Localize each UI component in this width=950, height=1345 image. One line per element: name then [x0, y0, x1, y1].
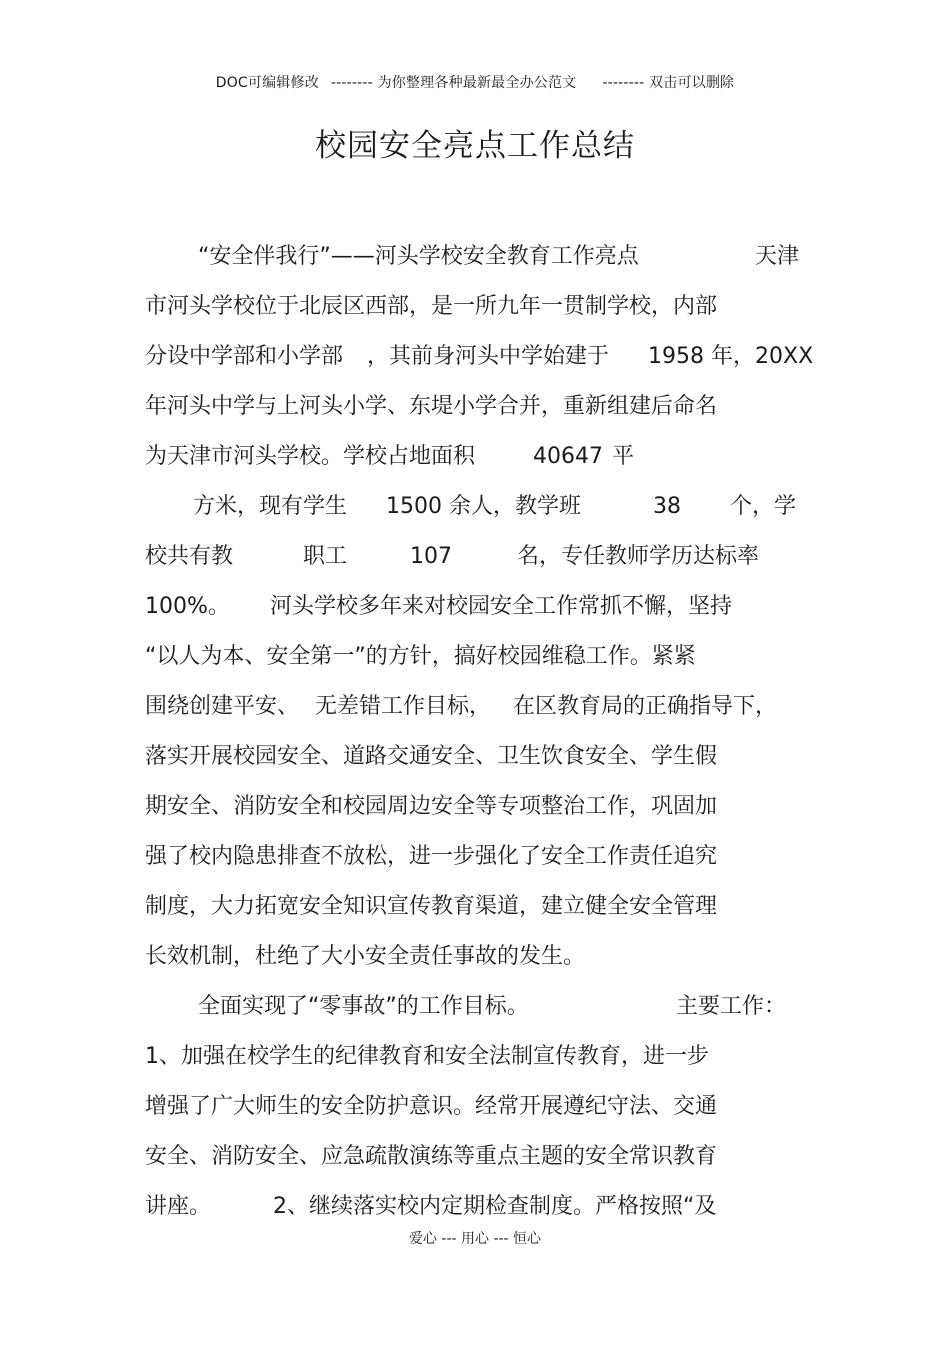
page-header — [0, 72, 950, 92]
line-text: 制度，大力拓宽安全知识宣传教育渠道，建立健全安全管理 — [145, 894, 718, 919]
body-line — [145, 392, 717, 422]
line-text: 方米，现有学生 — [193, 494, 348, 519]
body-line — [145, 1142, 717, 1172]
line-text: 主要工作： — [676, 994, 787, 1019]
line-text: “以人为本、安全第一”的方针，搞好校园维稳工作。紧紧 — [145, 644, 696, 669]
line-text: 安全、消防安全、应急疏散演练等重点主题的安全常识教育 — [145, 1144, 718, 1169]
body-line — [198, 242, 800, 272]
line-text: 分设中学部和小学部 — [145, 344, 344, 369]
line-text: 围绕创建平安、 — [145, 694, 300, 719]
line-text: 平 — [612, 444, 635, 469]
line-text: 讲座。 — [145, 1194, 212, 1219]
line-text: 40647 — [533, 444, 603, 469]
line-text: 强了校内隐患排查不放松，进一步强化了安全工作责任追究 — [145, 844, 718, 869]
page-footer: 爱心 --- 用心 --- 恒心 — [408, 1231, 542, 1247]
body-line — [145, 1092, 717, 1122]
body-line — [145, 342, 814, 372]
line-text: 个，学 — [730, 494, 797, 519]
line-text: 1、加强在校学生的纪律教育和安全法制宣传教育，进一步 — [145, 1044, 709, 1069]
line-text: “安全伴我行”——河头学校安全教育工作亮点 — [198, 244, 639, 269]
line-text: 1958 年， — [648, 344, 755, 369]
line-text: 无差错工作目标， — [315, 694, 492, 719]
line-text: 职工 — [303, 544, 348, 569]
body-line — [193, 492, 797, 522]
header-delete-hint: -------- 双击可以删除 — [602, 75, 735, 91]
line-text: 名，专任教师学历达标率 — [517, 544, 760, 569]
body-line — [145, 642, 696, 672]
line-text: 为天津市河头学校。学校占地面积 — [145, 444, 476, 469]
header-doc-label: DOC可编辑修改 — [215, 75, 319, 91]
body-line — [198, 992, 787, 1022]
line-text: 38 — [653, 494, 681, 519]
body-line — [145, 942, 585, 972]
line-text: 2、继续落实校内定期检查制度。严格按照“及 — [273, 1194, 717, 1219]
line-text: 余人，教学班 — [449, 494, 582, 519]
document-title: 校园安全亮点工作总结 — [315, 128, 635, 164]
body-line — [145, 542, 760, 572]
line-text: ，其前身河头中学始建于 — [367, 344, 610, 369]
line-text: 校共有教 — [145, 544, 234, 569]
line-text: 107 — [410, 544, 452, 569]
body-line — [145, 892, 717, 922]
body-line — [145, 742, 717, 772]
line-text: 100%。 — [145, 594, 230, 619]
line-text: 河头学校多年来对校园安全工作常抓不懈，坚持 — [270, 594, 733, 619]
line-text: 全面实现了“零事故”的工作目标。 — [198, 994, 529, 1019]
body-line — [145, 592, 733, 622]
body-line — [145, 442, 635, 472]
line-text: 1500 — [386, 494, 442, 519]
line-text: 长效机制，杜绝了大小安全责任事故的发生。 — [145, 944, 586, 969]
body-line — [145, 292, 717, 322]
line-text: 天津 — [755, 244, 800, 269]
body-line — [145, 692, 778, 722]
body-line — [145, 792, 717, 822]
line-text: 增强了广大师生的安全防护意识。经常开展遵纪守法、交通 — [145, 1094, 718, 1119]
body-line — [145, 1042, 709, 1072]
line-text: 落实开展校园安全、道路交通安全、卫生饮食安全、学生假 — [145, 744, 718, 769]
line-text: 20XX — [755, 344, 814, 369]
line-text: 期安全、消防安全和校园周边安全等专项整治工作，巩固加 — [145, 794, 718, 819]
body-line — [145, 1192, 717, 1222]
line-text: 市河头学校位于北辰区西部，是一所九年一贯制学校，内部 — [145, 294, 718, 319]
body-line — [145, 842, 717, 872]
line-text: 在区教育局的正确指导下， — [513, 694, 778, 719]
line-text: 年河头中学与上河头小学、东堤小学合并，重新组建后命名 — [145, 394, 718, 419]
header-subtitle: -------- 为你整理各种最新最全办公范文 — [330, 75, 577, 91]
